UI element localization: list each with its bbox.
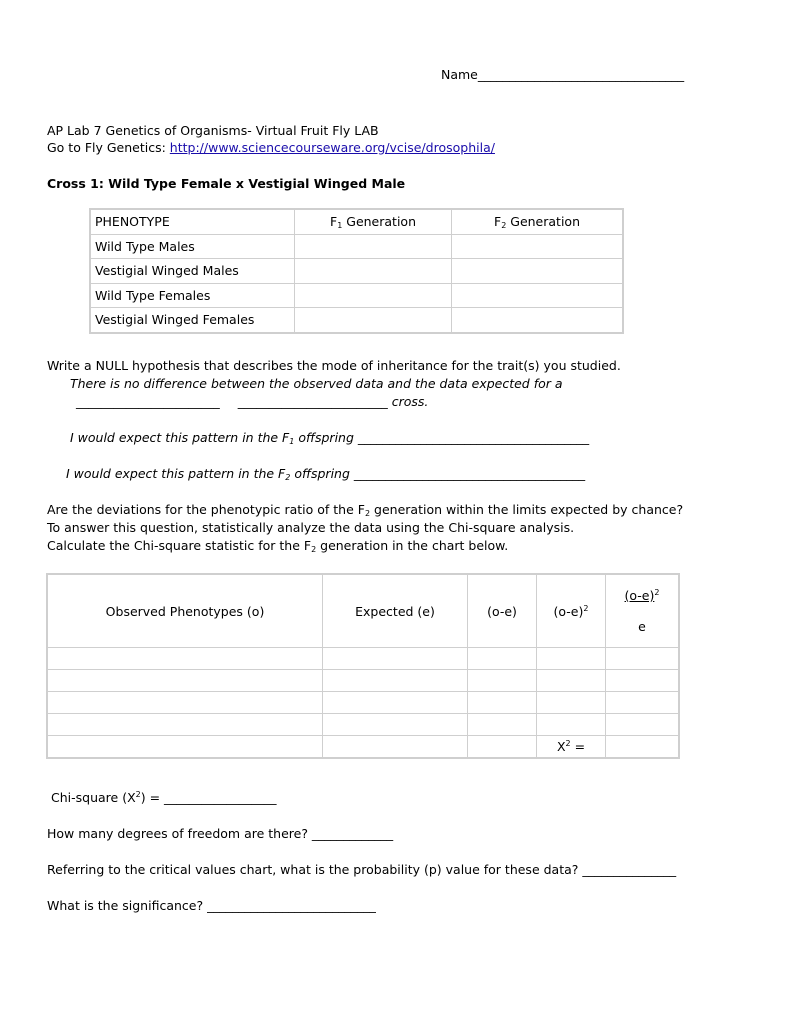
cross-blank-b[interactable]: ________________________ [237,394,388,409]
expected-cell[interactable] [323,692,468,714]
p-value-question[interactable]: Referring to the critical values chart, what is the probability (p) value for these data? _______________ [47,862,677,877]
phenotype-cell: Vestigial Winged Females [90,308,295,333]
f1-input-cell[interactable] [295,283,452,308]
o-minus-e-header: (o-e) [468,574,537,648]
x2-total-label: $X^2$ = [537,736,606,759]
hypothesis-line2 [76,394,428,409]
f2-input-cell[interactable] [452,283,624,308]
chi-term-cell[interactable] [606,692,680,714]
f2-input-cell[interactable] [452,308,624,333]
cross-blank-a[interactable]: _______________________ [76,394,220,409]
expected-cell[interactable] [323,670,468,692]
o-minus-e-cell[interactable] [468,714,537,736]
chi-header-row [47,574,679,648]
expected-cell[interactable] [323,736,468,759]
expected-cell[interactable] [323,648,468,670]
goto-label: Go to Fly Genetics: [47,140,170,155]
phenotype-header: PHENOTYPE [90,209,295,234]
o-minus-e-cell[interactable] [468,692,537,714]
phenotype-cell: Vestigial Winged Males [90,259,295,284]
hypothesis-prompt: Write a NULL hypothesis that describes the mode of inheritance for the trait(s) you studied. [47,358,621,373]
phenotype-cell: Wild Type Males [90,234,295,259]
f1-input-cell[interactable] [295,259,452,284]
chi-square-answer[interactable]: Chi-square $(X^2)$ = __________________ [51,790,277,805]
f1-expect-blank[interactable]: _____________________________________ [357,430,590,445]
hypothesis-line1: There is no difference between the observed data and the data expected for a [70,376,563,391]
degrees-of-freedom-question[interactable]: How many degrees of freedom are there? _____________ [47,826,394,841]
chi-instruction: To answer this question, statistically analyze the data using the Chi-square analysis. [47,520,575,535]
frac-denominator: e [638,619,646,634]
chi-term-header: $(o-e)^2$ e [606,574,680,648]
table-row [90,259,623,284]
significance-question[interactable]: What is the significance? ___________________________ [47,898,376,913]
table-row [90,283,623,308]
chi-term-cell[interactable] [606,648,680,670]
chi-term-cell[interactable] [606,670,680,692]
observed-cell[interactable] [47,648,323,670]
expected-cell[interactable] [323,714,468,736]
x2-total-cell[interactable] [606,736,680,759]
cross1-title: Cross 1: Wild Type Female x Vestigial Winged Male [47,176,406,191]
f2-header: $F_2$ Generation [452,209,624,234]
fly-genetics-link[interactable]: http://www.sciencecourseware.org/vcise/drosophila/ [169,140,495,155]
chi-term-cell[interactable] [606,714,680,736]
table-row [47,692,679,714]
cross1-table [89,208,624,334]
f2-expect-blank[interactable]: _____________________________________ [353,466,586,481]
observed-header: Observed Phenotypes (o) [47,574,323,648]
table-row [90,234,623,259]
table-row [47,714,679,736]
frac-numerator: (o-e) [624,588,655,603]
f1-expect-line: I would expect this pattern in the $F_1$ offspring _____________________________________ [70,430,590,446]
name-field[interactable] [441,67,684,82]
lab-title: AP Lab 7 Genetics of Organisms- Virtual Fruit Fly LAB [47,123,379,138]
cross-word: cross. [387,394,429,409]
table-row [90,308,623,333]
o-minus-e-squared-cell[interactable] [537,670,606,692]
name-blank[interactable]: _________________________________ [477,67,685,82]
cross1-header-row [90,209,623,234]
deviation-question: Are the deviations for the phenotypic ratio of the $F_2$ generation within the limits expected by chance? [47,502,684,518]
phenotype-cell: Wild Type Females [90,283,295,308]
o-minus-e-squared-cell[interactable] [537,692,606,714]
observed-cell[interactable] [47,736,323,759]
observed-cell[interactable] [47,714,323,736]
o-minus-e-squared-cell[interactable] [537,714,606,736]
observed-cell[interactable] [47,692,323,714]
expected-header: Expected (e) [323,574,468,648]
calculate-instruction: Calculate the Chi-square statistic for the $F_2$ generation in the chart below. [47,538,509,554]
o-minus-e-squared-header: $(o-e)^2$ [537,574,606,648]
f2-expect-line: I would expect this pattern in the $F_2$ offspring _____________________________________ [66,466,586,482]
f1-input-cell[interactable] [295,234,452,259]
chi-square-table [46,573,680,759]
f1-input-cell[interactable] [295,308,452,333]
f2-input-cell[interactable] [452,259,624,284]
o-minus-e-cell[interactable] [468,670,537,692]
f1-header: $F_1$ Generation [295,209,452,234]
name-label: Name [441,67,478,82]
goto-line [47,140,495,155]
o-minus-e-squared-cell[interactable] [537,648,606,670]
f2-input-cell[interactable] [452,234,624,259]
o-minus-e-cell[interactable] [468,736,537,759]
table-row [47,648,679,670]
o-minus-e-cell[interactable] [468,648,537,670]
chi-total-row [47,736,679,759]
table-row [47,670,679,692]
observed-cell[interactable] [47,670,323,692]
